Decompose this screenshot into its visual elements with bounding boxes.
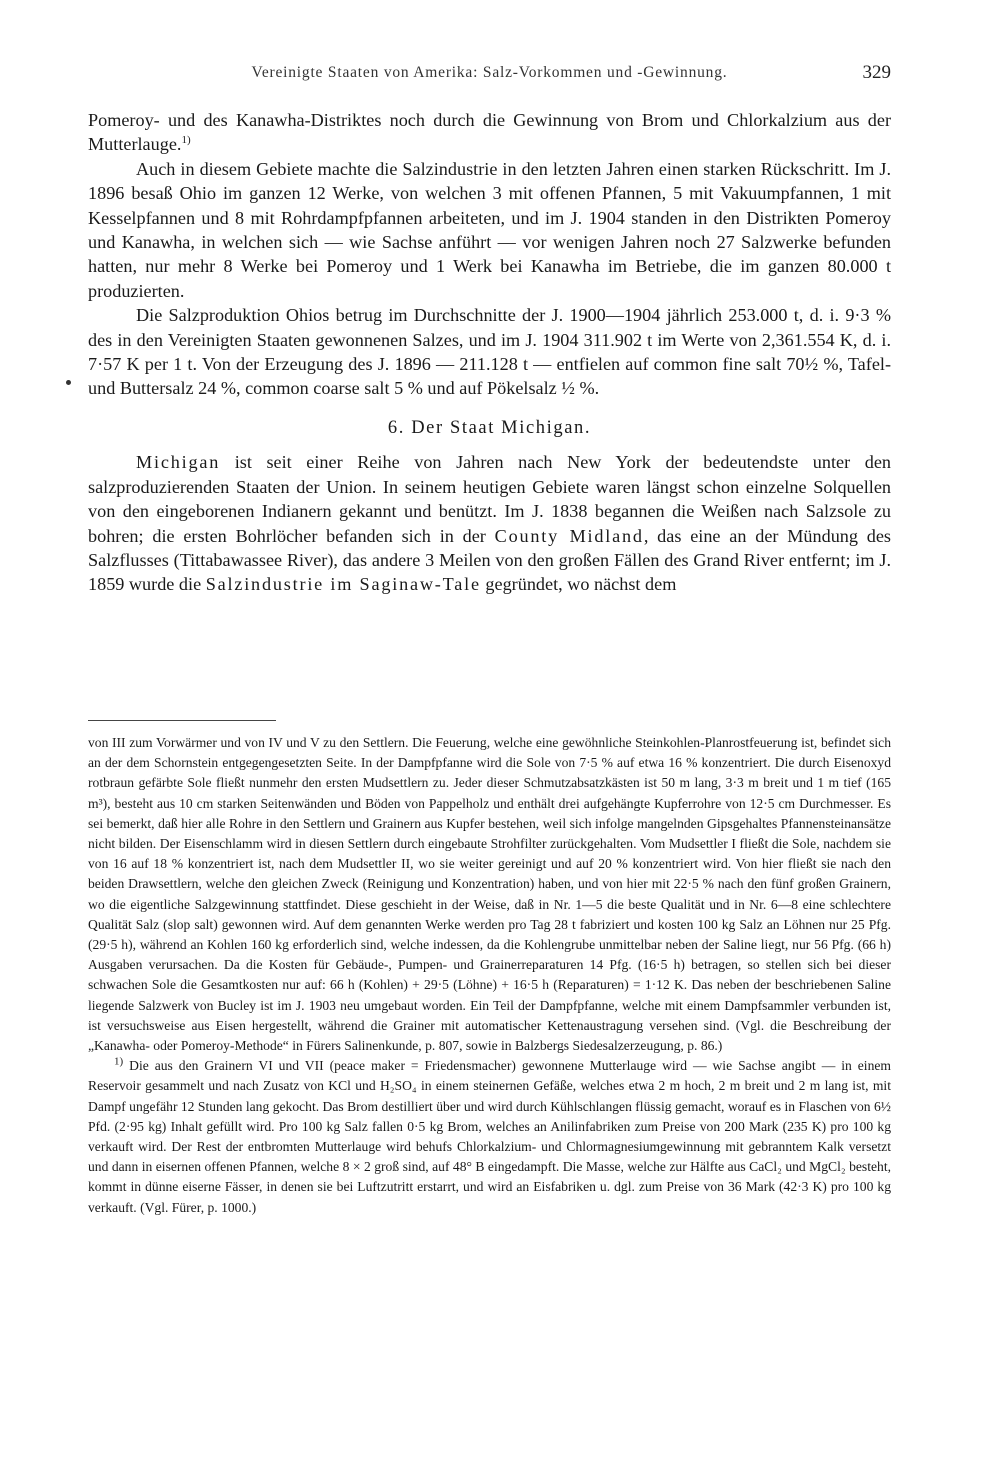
footnote-1-text: Die aus den Grainern VI und VII (peace maker = Friedensmacher) gewonnene Mutterlauge wird — wie Sachse angibt — in einem Reservoir gesammelt und nach Zusatz von KCl und H₂SO₄ in einem steinernen Gefäße, welches etwa 2 m hoch, 2 m breit und 2 m lang ist, mit Dampf ungefähr 12 Stunden lang gekocht. Das Brom destilliert über und wird durch Kühlschlangen flüssig gemacht, worauf es in Flaschen von 6½ Pfd. (2·95 kg) Inhalt gefüllt wird. Pro 100 kg Salz fallen 0·5 kg Brom, welches an Anilinfabriken zum Preise von 200 Mark (235 K) pro 100 kg verkauft wird. Der Rest der entbromten Mutterlauge wird behufs Chlorkalzium- und Chlormagnesiumgewinnung mit gebranntem Kalk versetzt und dann in eisernen offenen Pfannen, welche 8 × 2 groß sind, auf 48° B eingedampft. Die Masse, welche zur Hälfte aus CaCl₂ und MgCl₂ besteht, kommt in dünne eiserne Fässer, in denen sie bei Luftzutritt erstarrt, und wird an Eisfabriken u. dgl. zum Preise von 36 Mark (42·3 K) pro 100 kg verkauft. (Vgl. Fürer, p. 1000.): [88, 1058, 891, 1215]
paragraph-4-county: County Midland: [494, 525, 644, 546]
paragraph-1-text: Pomeroy- und des Kanawha-Distriktes noch durch die Gewinnung von Brom und Chlorkalzium aus der Mutterlauge.: [88, 110, 891, 155]
margin-mark: [66, 380, 71, 385]
running-title: Vereinigte Staaten von Amerika: Salz-Vorkommen und -Gewinnung.: [251, 64, 728, 81]
paragraph-1: [88, 108, 891, 157]
paragraph-4-part-a: ist seit einer Reihe von Jahren nach New York der bedeutendste unter den salzproduzierenden Staaten der Union. In seinem heutigen Gebiete waren längst schon einzelne Solquellen von den eingeborenen Indianern gekannt und benützt. Im J. 1838 begannen die Weißen nach Salzsole zu bohren; die ersten Bohrlöcher befanden sich in der: [88, 452, 891, 546]
main-text: [88, 108, 891, 597]
footnote-ref-1: 1): [181, 134, 191, 147]
footnote-1: [88, 1056, 891, 1218]
footnotes: [88, 733, 891, 1218]
page-header: [88, 64, 891, 94]
footnote-1-marker: 1): [114, 1055, 124, 1068]
section-heading: 6. Der Staat Michigan.: [387, 417, 592, 438]
paragraph-2: Auch in diesem Gebiete machte die Salzindustrie in den letzten Jahren einen starken Rückschritt. Im J. 1896 besaß Ohio im ganzen 12 Werke, von welchen 3 mit offenen Pfannen, 5 mit Vakuumpfannen, 1 mit Kesselpfannen und 8 mit Rohrdampfpfannen arbeiteten, und im J. 1904 standen in den Distrikten Pomeroy und Kanawha, in welchen sich — wie Sachse anführt — vor wenigen Jahren noch 27 Salzwerke befunden hatten, nur mehr 8 Werke bei Pomeroy und 1 Werk bei Kanawha im Betriebe, die im ganzen 80.000 t produzierten.: [88, 158, 891, 301]
paragraph-4-industry: Salzindustrie im Saginaw-Tale: [205, 574, 481, 595]
paragraph-4-part-c: gegründet, wo nächst dem: [480, 574, 677, 595]
paragraph-3: Die Salzproduktion Ohios betrug im Durchschnitte der J. 1900—1904 jährlich 253.000 t, d. i. 9·3 % des in den Vereinigten Staaten gewonnenen Salzes, und im J. 1904 311.902 t im Werte von 2,361.554 K, d. i. 7·57 K per 1 t. Von der Erzeugung des J. 1896 — 211.128 t — entfielen auf common fine salt 70½ %, Tafel- und Buttersalz 24 %, common coarse salt 5 % und auf Pökelsalz ½ %.: [88, 305, 891, 399]
footnote-continued: von III zum Vorwärmer und von IV und V zu den Settlern. Die Feuerung, welche eine gewöhnliche Steinkohlen-Planrostfeuerung ist, befindet sich an der dem Schornstein entgegengesetzten Seite. In der Dampfpfanne wird die Sole von 7·5 % auf etwa 16 % konzentriert. Die durch Eisenoxyd rotbraun gefärbte Sole fließt nunmehr den ersten Mudsettlern zu. Jeder dieser Schmutzabsatzkästen ist 50 m lang, 3·3 m breit und 1 m tief (165 m³), besteht aus 10 cm starken Seitenwänden und Böden von Pappelholz und enthält drei aufgehängte Kupferrohre von 12·5 cm Durchmesser. Es sei bemerkt, daß hier alle Rohre in den Settlern und Grainern aus Kupfer bestehen, weil sich infolge mangelnden Gipsgehaltes Pfannensteinansätze nicht bilden. Der Eisenschlamm wird in diesen Settlern durch eingebaute Strohfilter zurückgehalten. Vom Mudsettler I fließt die Sole, nachdem sie von 16 auf 18 % konzentriert ist, nach dem Mudsettler II, wo sie weiter gereinigt und auf 20 % konzentriert wird. Von hier fließt sie nach den beiden Drawsettlern, welche den gleichen Zweck (Reinigung und Konzentration) haben, und von hier mit 22·5 % nach den fünf großen Grainern, wo die eigentliche Salzgewinnung stattfindet. Diese geschieht in der Weise, daß in Nr. 1—5 die beste Qualität und in Nr. 6—8 eine schlechtere Qualität Salz (slop salt) gewonnen wird. Auf dem genannten Werke werden pro Tag 28 t fabriziert und kosten 100 kg Salz an Löhnen nur 25 Pfg. (29·5 h), während an Kohlen 160 kg erforderlich sind, welche indessen, da die Kohlengrube unmittelbar neben der Saline liegt, nur 56 Pfg. (66 h) Ausgaben verursachen. Da die Kosten für Gebäude-, Pumpen- und Grainerreparaturen 14 Pfg. (16·5 h) betragen, so stellen sich bei dieser schwachen Sole die Gesamtkosten nur auf: 66 h (Kohlen) + 29·5 (Löhne) + 16·5 h (Reparaturen) = 1·12 K. Das neben der beschriebenen Saline liegende Salzwerk von Bucley ist im J. 1903 neu umgebaut worden. Ein Teil der Dampfpfanne, welche mit einem Dampfsammler verbunden ist, ist versuchsweise aus Eisen hergestellt, während die Grainer mit automatischer Kettenaustragung versehen sind. (Vgl. die Beschreibung der „Kanawha- oder Pomeroy-Methode“ in Fürers Salinenkunde, p. 807, sowie in Balzbergs Siedesalzerzeugung, p. 86.): [88, 735, 891, 1054]
page-number: 329: [862, 62, 891, 83]
paragraph-4-part-b: , das eine an der Mündung des Salzflusses (Tittabawassee River), das andere 3 Meilen von den großen Fällen des Grand River entfernt; im J. 1859 wurde die: [88, 525, 892, 595]
footnote-divider: [88, 720, 276, 721]
paragraph-4-lead: Michigan: [136, 452, 221, 473]
paragraph-4: [88, 450, 891, 596]
